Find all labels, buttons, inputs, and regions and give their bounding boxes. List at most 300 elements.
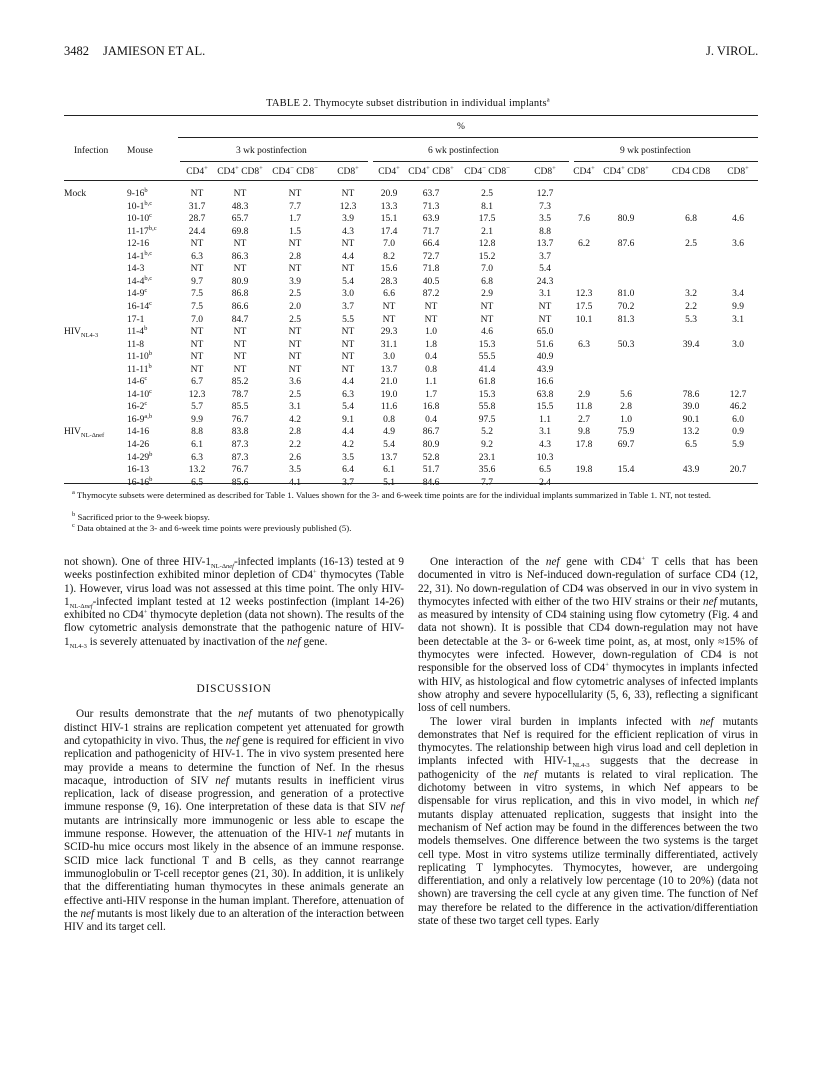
table-cell: 48.3: [231, 201, 249, 212]
row-mouse: 11-4$^b$: [127, 324, 148, 338]
table-cell: 81.3: [617, 314, 635, 325]
table-cell: 2.4: [539, 477, 551, 488]
table-cell: 84.6: [422, 477, 440, 488]
row-infection: $HIV_{NL-\Delta nef}$: [64, 427, 105, 440]
table-cell: 12.7: [536, 189, 554, 199]
table-cell: 2.8: [289, 427, 301, 438]
percent-label: %: [457, 122, 465, 132]
table-cell: 52.8: [422, 452, 440, 463]
table-cell: 6.3: [578, 339, 590, 350]
table-cell: NT: [233, 327, 247, 338]
table-cell: 78.6: [682, 389, 700, 400]
table-cell: 0.8: [425, 364, 437, 375]
table-cell: 80.9: [422, 440, 440, 450]
table-cell: 28.7: [188, 214, 206, 225]
table-cell: NT: [424, 314, 438, 325]
table-cell: 69.8: [231, 226, 249, 237]
table-cell: 5.5: [342, 314, 354, 325]
table-cell: 51.7: [422, 465, 440, 476]
table-cell: 43.9: [682, 465, 700, 476]
table-cell: 15.2: [478, 251, 496, 262]
table-cell: 87.6: [617, 239, 635, 250]
table-cell: 4.2: [289, 414, 301, 425]
table-cell: 12.3: [188, 389, 206, 400]
table-cell: 15.5: [536, 402, 554, 413]
table-cell: 4.4: [342, 427, 354, 438]
table-cell: 13.7: [380, 452, 398, 463]
table-cell: 13.2: [682, 427, 700, 438]
group-6wk: 6 wk postinfection: [428, 146, 499, 156]
table-cell: 84.7: [231, 314, 249, 325]
table-cell: 3.6: [289, 377, 301, 388]
table-cell: 3.0: [383, 352, 395, 363]
table-cell: 7.6: [578, 214, 590, 225]
table-cell: 2.6: [289, 452, 301, 463]
table-cell: 51.6: [536, 339, 554, 350]
row-mouse: 16-14$^c$: [127, 299, 153, 312]
table-cell: 9.2: [481, 440, 493, 450]
table-cell: 80.9: [617, 214, 635, 225]
table-cell: NT: [538, 314, 552, 325]
table-cell: 31.7: [188, 201, 206, 212]
table-cell: 65.0: [536, 327, 554, 338]
subcolumn-header: CD4 CD8: [671, 167, 711, 177]
table-cell: 3.7: [342, 301, 354, 312]
table-cell: NT: [190, 352, 204, 363]
table-cell: 4.2: [342, 440, 354, 450]
table-cell: 40.5: [422, 276, 440, 287]
table-row: [0, 412, 816, 426]
subcolumn-header: CD4+: [378, 164, 400, 177]
group-3wk: 3 wk postinfection: [236, 146, 307, 156]
table-row: [0, 349, 816, 363]
table-cell: 75.9: [617, 427, 635, 438]
table-cell: 2.8: [289, 251, 301, 262]
table-cell: 46.2: [729, 402, 747, 413]
table-cell: 13.3: [380, 201, 398, 212]
table-cell: 21.0: [380, 377, 398, 388]
table-cell: 7.0: [481, 264, 493, 275]
table-cell: 2.9: [481, 289, 493, 300]
table-cell: 6.2: [578, 239, 590, 250]
running-journal: J. VIROL.: [706, 44, 759, 58]
table-cell: NT: [233, 189, 247, 199]
table-cell: NT: [288, 339, 302, 350]
table-cell: 3.0: [342, 289, 354, 300]
table-cell: 86.7: [422, 427, 440, 438]
row-mouse: 11-8: [127, 339, 145, 350]
subcolumn-header: CD8+: [534, 164, 556, 177]
table-cell: 12.8: [478, 239, 496, 250]
table-cell: NT: [341, 339, 355, 350]
table-cell: NT: [190, 339, 204, 350]
table-cell: 9.7: [191, 276, 203, 287]
table-cell: 83.8: [231, 427, 249, 438]
table-cell: 87.2: [422, 289, 440, 300]
table-cell: 3.1: [539, 289, 551, 300]
table-cell: 31.1: [380, 339, 398, 350]
table-cell: 63.8: [536, 389, 554, 400]
table-cell: 2.8: [620, 402, 632, 413]
table-cell: NT: [233, 352, 247, 363]
subcolumn-header: CD4+ CD8+: [603, 164, 649, 177]
table-cell: 4.6: [481, 327, 493, 338]
row-mouse: 16-2$^c$: [127, 400, 148, 413]
table-cell: 72.7: [422, 251, 440, 262]
row-mouse: 14-6$^c$: [127, 375, 148, 388]
table-cell: 6.1: [383, 465, 395, 476]
table-cell: 3.0: [732, 339, 744, 350]
table-cell: 2.1: [481, 226, 493, 237]
table-row: [0, 264, 816, 275]
table-cell: NT: [288, 364, 302, 375]
table-cell: 6.3: [191, 452, 203, 463]
row-mouse: 14-4$^{b,c}$: [127, 274, 153, 287]
table-cell: 17.5: [575, 301, 593, 312]
table-cell: 85.2: [231, 377, 249, 388]
table-cell: 9.1: [342, 414, 354, 425]
table-cell: 6.6: [383, 289, 395, 300]
table-cell: 63.9: [422, 214, 440, 225]
table-cell: 20.7: [729, 465, 747, 476]
left-paragraph-2: Our results demonstrate that the nef mutants of two phenotypically distinct HIV-1 strains are replication competent yet attenuated for growth and cytopathicity in vivo. Thus, the nef gene is required for efficient in vivo replication and pathogenicity of HIV-1. The in vivo system presented here may provide a means to determine the function of Nef. In the rhesus macaque, introduction of SIV nef mutants results in inefficient virus replication, lack of disease progression, and generation of a protective immune response (9, 16). One interpretation of these data is that SIV nef mutants are intrinsically more immunogenic or less able to escape the immune response. However, the attenuation of the HIV-1 nef mutants in SCID-hu mice occurs most likely in the absence of an immune response. SCID mice lack functional T and B cells, as they cannot rearrange immunoglobulin or T-cell receptor genes (21, 30). In addition, it is unlikely that the differentiating human thymocytes in these animals generate an effective anti-HIV response in the human implant. Therefore, attenuation of the nef mutants is most likely due to an alteration of the interaction between HIV and its target cell.: [64, 708, 405, 934]
table-cell: NT: [341, 352, 355, 363]
table-cell: 66.4: [422, 239, 440, 250]
table-cell: NT: [288, 327, 302, 338]
table-cell: 3.6: [732, 239, 744, 250]
table-cell: 6.0: [732, 414, 744, 425]
table-cell: 0.8: [383, 414, 395, 425]
table-cell: 19.0: [380, 389, 398, 400]
table-cell: 8.8: [539, 226, 551, 237]
table-cell: 4.4: [342, 377, 354, 388]
table-row: [0, 340, 816, 351]
row-mouse: 14-1$^{b,c}$: [127, 249, 153, 262]
table-cell: 5.6: [620, 389, 632, 400]
table-cell: 1.7: [289, 214, 301, 225]
table-cell: NT: [341, 239, 355, 250]
col-infection: Infection: [74, 146, 109, 156]
table-cell: 6.5: [685, 440, 697, 450]
row-mouse: 14-10$^c$: [127, 387, 153, 400]
right-paragraph-1: One interaction of the nef gene with CD4+ T cells that has been documented in vitro is Nef-induced down-regulation of surface CD4 (12, 22, 31). No down-regulation of CD4 was observed in our in vivo system in thymocytes infected with either of the two HIV strains or their nef mutants, as measured by intensity of CD4 staining using flow cytometry (Fig. 4 and data not shown). It is possible that CD4 down-regulation may not have been detectable at the 3- or 6-week time point, as, at most, only ≈15% of thymocytes were infected. However, down-regulation of CD4 is not responsible for the observed loss of CD4+ thymocytes in implants infected with HIV, as histological and flow cytometric analyses of infected implants show atrophy and severe hypocellularity (5, 6, 33), reflecting a significant loss of cell numbers.: [418, 555, 759, 715]
table-row: [0, 186, 816, 200]
row-mouse: 16-16$^b$: [127, 475, 153, 488]
table-cell: 5.1: [383, 477, 395, 488]
left-paragraph-1: not shown). One of three HIV-$1_{NL-\Delta nef}$-infected implants (16-13) tested at 9 weeks postinfection exhibited minor depletion of CD4+ thymocytes (Table 1). However, virus load was not assessed at this time point. The only HIV-$1_{NL-\Delta nef}$-infected implant tested at 12 weeks postinfection (implant 14-26) exhibited no CD4+ thymocyte depletion (data not shown). The results of the flow cytometric analysis demonstrate that the pathogenic nature of HIV-$1_{NL4-3}$ is severely attenuated by inactivation of the nef gene.: [64, 556, 404, 651]
table-cell: 65.7: [231, 214, 249, 225]
table-cell: 5.3: [685, 314, 697, 325]
table-cell: 3.5: [289, 465, 301, 476]
table-cell: NT: [233, 364, 247, 375]
table-cell: 97.5: [478, 414, 496, 425]
table-cell: 6.8: [685, 214, 697, 225]
table-cell: 7.5: [191, 289, 203, 300]
table-cell: 61.8: [478, 377, 496, 388]
table-cell: 7.3: [539, 201, 551, 212]
table-row: [0, 440, 816, 451]
table-cell: 1.8: [425, 339, 437, 350]
row-mouse: 11-11$^b$: [127, 362, 152, 375]
table-row: [0, 324, 816, 339]
table-cell: 6.8: [481, 276, 493, 287]
table-cell: NT: [288, 239, 302, 250]
table-cell: 39.4: [682, 339, 700, 350]
table-row: [0, 377, 816, 388]
table-cell: 78.7: [231, 389, 249, 400]
table-cell: 12.3: [339, 201, 357, 212]
subhead-rule: [64, 180, 758, 181]
table-cell: 20.9: [380, 189, 398, 199]
table-cell: 3.5: [342, 452, 354, 463]
col-mouse: Mouse: [127, 146, 153, 156]
table-cell: 71.3: [422, 201, 440, 212]
table-cell: 29.3: [380, 327, 398, 338]
table-cell: NT: [190, 239, 204, 250]
group-9wk: 9 wk postinfection: [620, 146, 691, 156]
table-row: [0, 239, 816, 250]
table-cell: 69.7: [617, 440, 635, 450]
table-cell: 3.9: [289, 276, 301, 287]
right-column: [418, 556, 758, 928]
footnote: $^a$ Thymocyte subsets were determined as described for Table 1. Values shown for the 3- and 6-week time points are for the individual implants summarized in Table 1. NT, not tested.: [72, 489, 711, 500]
table-cell: 11.8: [575, 402, 593, 413]
subcolumn-header: CD4− CD8−: [464, 164, 510, 177]
table-cell: 1.0: [425, 327, 437, 338]
table-cell: 0.4: [425, 414, 437, 425]
table-row: [0, 387, 816, 401]
table-cell: NT: [190, 264, 204, 275]
table-cell: NT: [233, 339, 247, 350]
table-cell: 2.7: [578, 414, 590, 425]
table-cell: 6.3: [191, 251, 203, 262]
table-cell: NT: [424, 301, 438, 312]
table-cell: 39.0: [682, 402, 700, 413]
table-cell: 55.5: [478, 352, 496, 363]
table-cell: 87.3: [231, 440, 249, 450]
table-cell: 6.5: [191, 477, 203, 488]
table-cell: 13.7: [380, 364, 398, 375]
table-row: [0, 211, 816, 225]
table-cell: 4.1: [289, 477, 301, 488]
table-row: [0, 402, 816, 413]
table-cell: 1.0: [620, 414, 632, 425]
row-infection: Mock: [64, 189, 87, 199]
table-cell: 15.3: [478, 389, 496, 400]
table-cell: 6.5: [539, 465, 551, 476]
row-infection: $HIV_{NL4-3}$: [64, 327, 99, 339]
table-cell: NT: [190, 327, 204, 338]
table-row: [0, 315, 816, 326]
table-cell: NT: [288, 264, 302, 275]
table-row: [0, 274, 816, 288]
table-cell: 2.5: [289, 389, 301, 400]
table-cell: 17.4: [380, 226, 398, 237]
table-cell: 85.5: [231, 402, 249, 413]
table-cell: 76.7: [231, 414, 249, 425]
table-cell: 12.3: [575, 289, 593, 300]
percent-rule: [178, 137, 758, 138]
table-cell: 2.5: [289, 314, 301, 325]
subcolumn-header: CD4+: [573, 164, 595, 177]
table-cell: 15.3: [478, 339, 496, 350]
table-cell: 86.3: [231, 251, 249, 262]
table-cell: 0.4: [425, 352, 437, 363]
row-mouse: 16-9$^{a,b}$: [127, 412, 153, 425]
table-cell: 8.2: [383, 251, 395, 262]
table-cell: 6.7: [191, 377, 203, 388]
table-cell: 7.7: [481, 477, 493, 488]
table-cell: 6.1: [191, 440, 203, 450]
table-cell: 7.0: [191, 314, 203, 325]
table-cell: 13.7: [536, 239, 554, 250]
table-row: [0, 299, 816, 313]
subcolumn-header: CD8+: [727, 164, 749, 177]
table-cell: 3.1: [539, 427, 551, 438]
table-cell: 55.8: [478, 402, 496, 413]
row-mouse: 17-1: [127, 314, 145, 325]
table-cell: NT: [480, 301, 494, 312]
row-mouse: 14-16: [127, 427, 150, 438]
table-cell: 13.2: [188, 465, 206, 476]
running-authors: JAMIESON ET AL.: [103, 44, 206, 58]
footnote: $^c$ Data obtained at the 3- and 6-week time points were previously published (5).: [72, 522, 352, 533]
table-row: [0, 450, 816, 464]
table-cell: 7.7: [289, 201, 301, 212]
left-column: [64, 556, 404, 934]
table-bottom-rule: [64, 483, 758, 484]
table-row: [0, 289, 816, 300]
table-cell: 9.9: [732, 301, 744, 312]
table-cell: 12.7: [729, 389, 747, 400]
page-number: 3482: [64, 44, 89, 58]
group-rule-6wk: [373, 161, 569, 162]
table-cell: 3.5: [539, 214, 551, 225]
table-cell: 19.8: [575, 465, 593, 476]
table-cell: 1.7: [425, 389, 437, 400]
table-cell: 1.1: [539, 414, 551, 425]
table-cell: 5.4: [383, 440, 395, 450]
table-cell: NT: [233, 264, 247, 275]
table-cell: 23.1: [478, 452, 496, 463]
table-cell: 2.9: [578, 389, 590, 400]
table-row: [0, 249, 816, 263]
subcolumn-header: CD4+: [186, 164, 208, 177]
table-row: [0, 465, 816, 476]
table-cell: 0.9: [732, 427, 744, 438]
discussion-heading: DISCUSSION: [196, 683, 272, 696]
row-mouse: 16-13: [127, 465, 150, 476]
table-cell: 41.4: [478, 364, 496, 375]
table-cell: 17.8: [575, 440, 593, 450]
table-cell: 71.7: [422, 226, 440, 237]
table-cell: 86.6: [231, 301, 249, 312]
table-cell: 71.8: [422, 264, 440, 275]
table-cell: 17.5: [478, 214, 496, 225]
table-cell: 3.4: [732, 289, 744, 300]
group-rule-9wk: [574, 161, 758, 162]
table-cell: 5.4: [342, 402, 354, 413]
subcolumn-header: CD4+ CD8+: [408, 164, 454, 177]
table-cell: 9.9: [191, 414, 203, 425]
table-cell: 2.2: [289, 440, 301, 450]
subcolumn-header: CD4+ CD8+: [217, 164, 263, 177]
table-cell: 70.2: [617, 301, 635, 312]
table-cell: NT: [288, 352, 302, 363]
table-cell: 28.3: [380, 276, 398, 287]
table-cell: 9.8: [578, 427, 590, 438]
table-cell: NT: [288, 189, 302, 199]
table-cell: 24.3: [536, 276, 554, 287]
table-cell: 15.6: [380, 264, 398, 275]
table-row: [0, 224, 816, 238]
table-cell: 4.3: [342, 226, 354, 237]
table-cell: NT: [382, 314, 396, 325]
table-cell: 8.8: [191, 427, 203, 438]
table-cell: 2.0: [289, 301, 301, 312]
table-cell: 3.1: [289, 402, 301, 413]
table-cell: 2.5: [289, 289, 301, 300]
table-cell: 3.7: [342, 477, 354, 488]
table-cell: 5.9: [732, 440, 744, 450]
footnote: $^b$ Sacrificed prior to the 9-week biopsy.: [72, 511, 210, 522]
table-cell: 10.3: [536, 452, 554, 463]
table-cell: NT: [382, 301, 396, 312]
table-cell: 81.0: [617, 289, 635, 300]
row-mouse: 14-3: [127, 264, 145, 275]
table-cell: 76.7: [231, 465, 249, 476]
table-cell: 8.1: [481, 201, 493, 212]
table-cell: 2.2: [685, 301, 697, 312]
table-cell: NT: [538, 301, 552, 312]
table-cell: NT: [341, 327, 355, 338]
table-cell: 5.4: [539, 264, 551, 275]
table-cell: NT: [190, 364, 204, 375]
table-cell: NT: [341, 364, 355, 375]
table-cell: 5.2: [481, 427, 493, 438]
table-cell: 3.1: [732, 314, 744, 325]
row-mouse: 14-26: [127, 440, 150, 450]
table-cell: 43.9: [536, 364, 554, 375]
table-cell: NT: [480, 314, 494, 325]
table-cell: 1.5: [289, 226, 301, 237]
table-cell: 24.4: [188, 226, 206, 237]
row-mouse: 14-29$^b$: [127, 450, 153, 463]
table-cell: 63.7: [422, 189, 440, 199]
table-row: [0, 362, 816, 376]
table-cell: 4.3: [539, 440, 551, 450]
table-row: [0, 199, 816, 213]
table-cell: 10.1: [575, 314, 593, 325]
table-cell: 40.9: [536, 352, 554, 363]
table-cell: 2.5: [481, 189, 493, 199]
table-cell: 7.0: [383, 239, 395, 250]
row-mouse: 10-10$^c$: [127, 211, 153, 225]
right-paragraph-2: The lower viral burden in implants infected with nef mutants demonstrates that Nef is required for the efficient replication of virus in thymocytes. The relationship between high virus load and cell depletion in implants infected with HIV-$1_{NL4-3}$ suggests that the decrease in pathogenicity of the nef mutants is related to viral replication. The dichotomy between in vitro systems, in which Nef appears to be dispensable for virus replication, and this in vivo model, in which nef mutants display attenuated replication, suggests that insight into the mechanism of Nef action may be found in the differences between the two models themselves. One difference between the two systems is the target cell type. Most in vitro systems utilize terminally differentiated, actively replicating T lymphocytes. Thymocytes, however, are undergoing differentiation, and only a relatively low percentage (10 to 20%) (data not shown) are traversing the cell cycle at any given time. The function of Nef may therefore be related to the difference in the activation/differentiation state of these two target cell types. Early: [418, 715, 759, 928]
subcolumn-header: CD4− CD8−: [272, 164, 318, 177]
row-mouse: 10-1$^{b,c}$: [127, 199, 153, 212]
table-top-rule: [64, 115, 758, 116]
table-cell: 90.1: [682, 414, 700, 425]
table-cell: 35.6: [478, 465, 496, 476]
table-cell: 86.8: [231, 289, 249, 300]
table-cell: 50.3: [617, 339, 635, 350]
row-mouse: 9-16$^b$: [127, 186, 148, 199]
table-cell: 15.1: [380, 214, 398, 225]
table-cell: 2.5: [685, 239, 697, 250]
row-mouse: 12-16: [127, 239, 150, 250]
table-cell: 5.4: [342, 276, 354, 287]
